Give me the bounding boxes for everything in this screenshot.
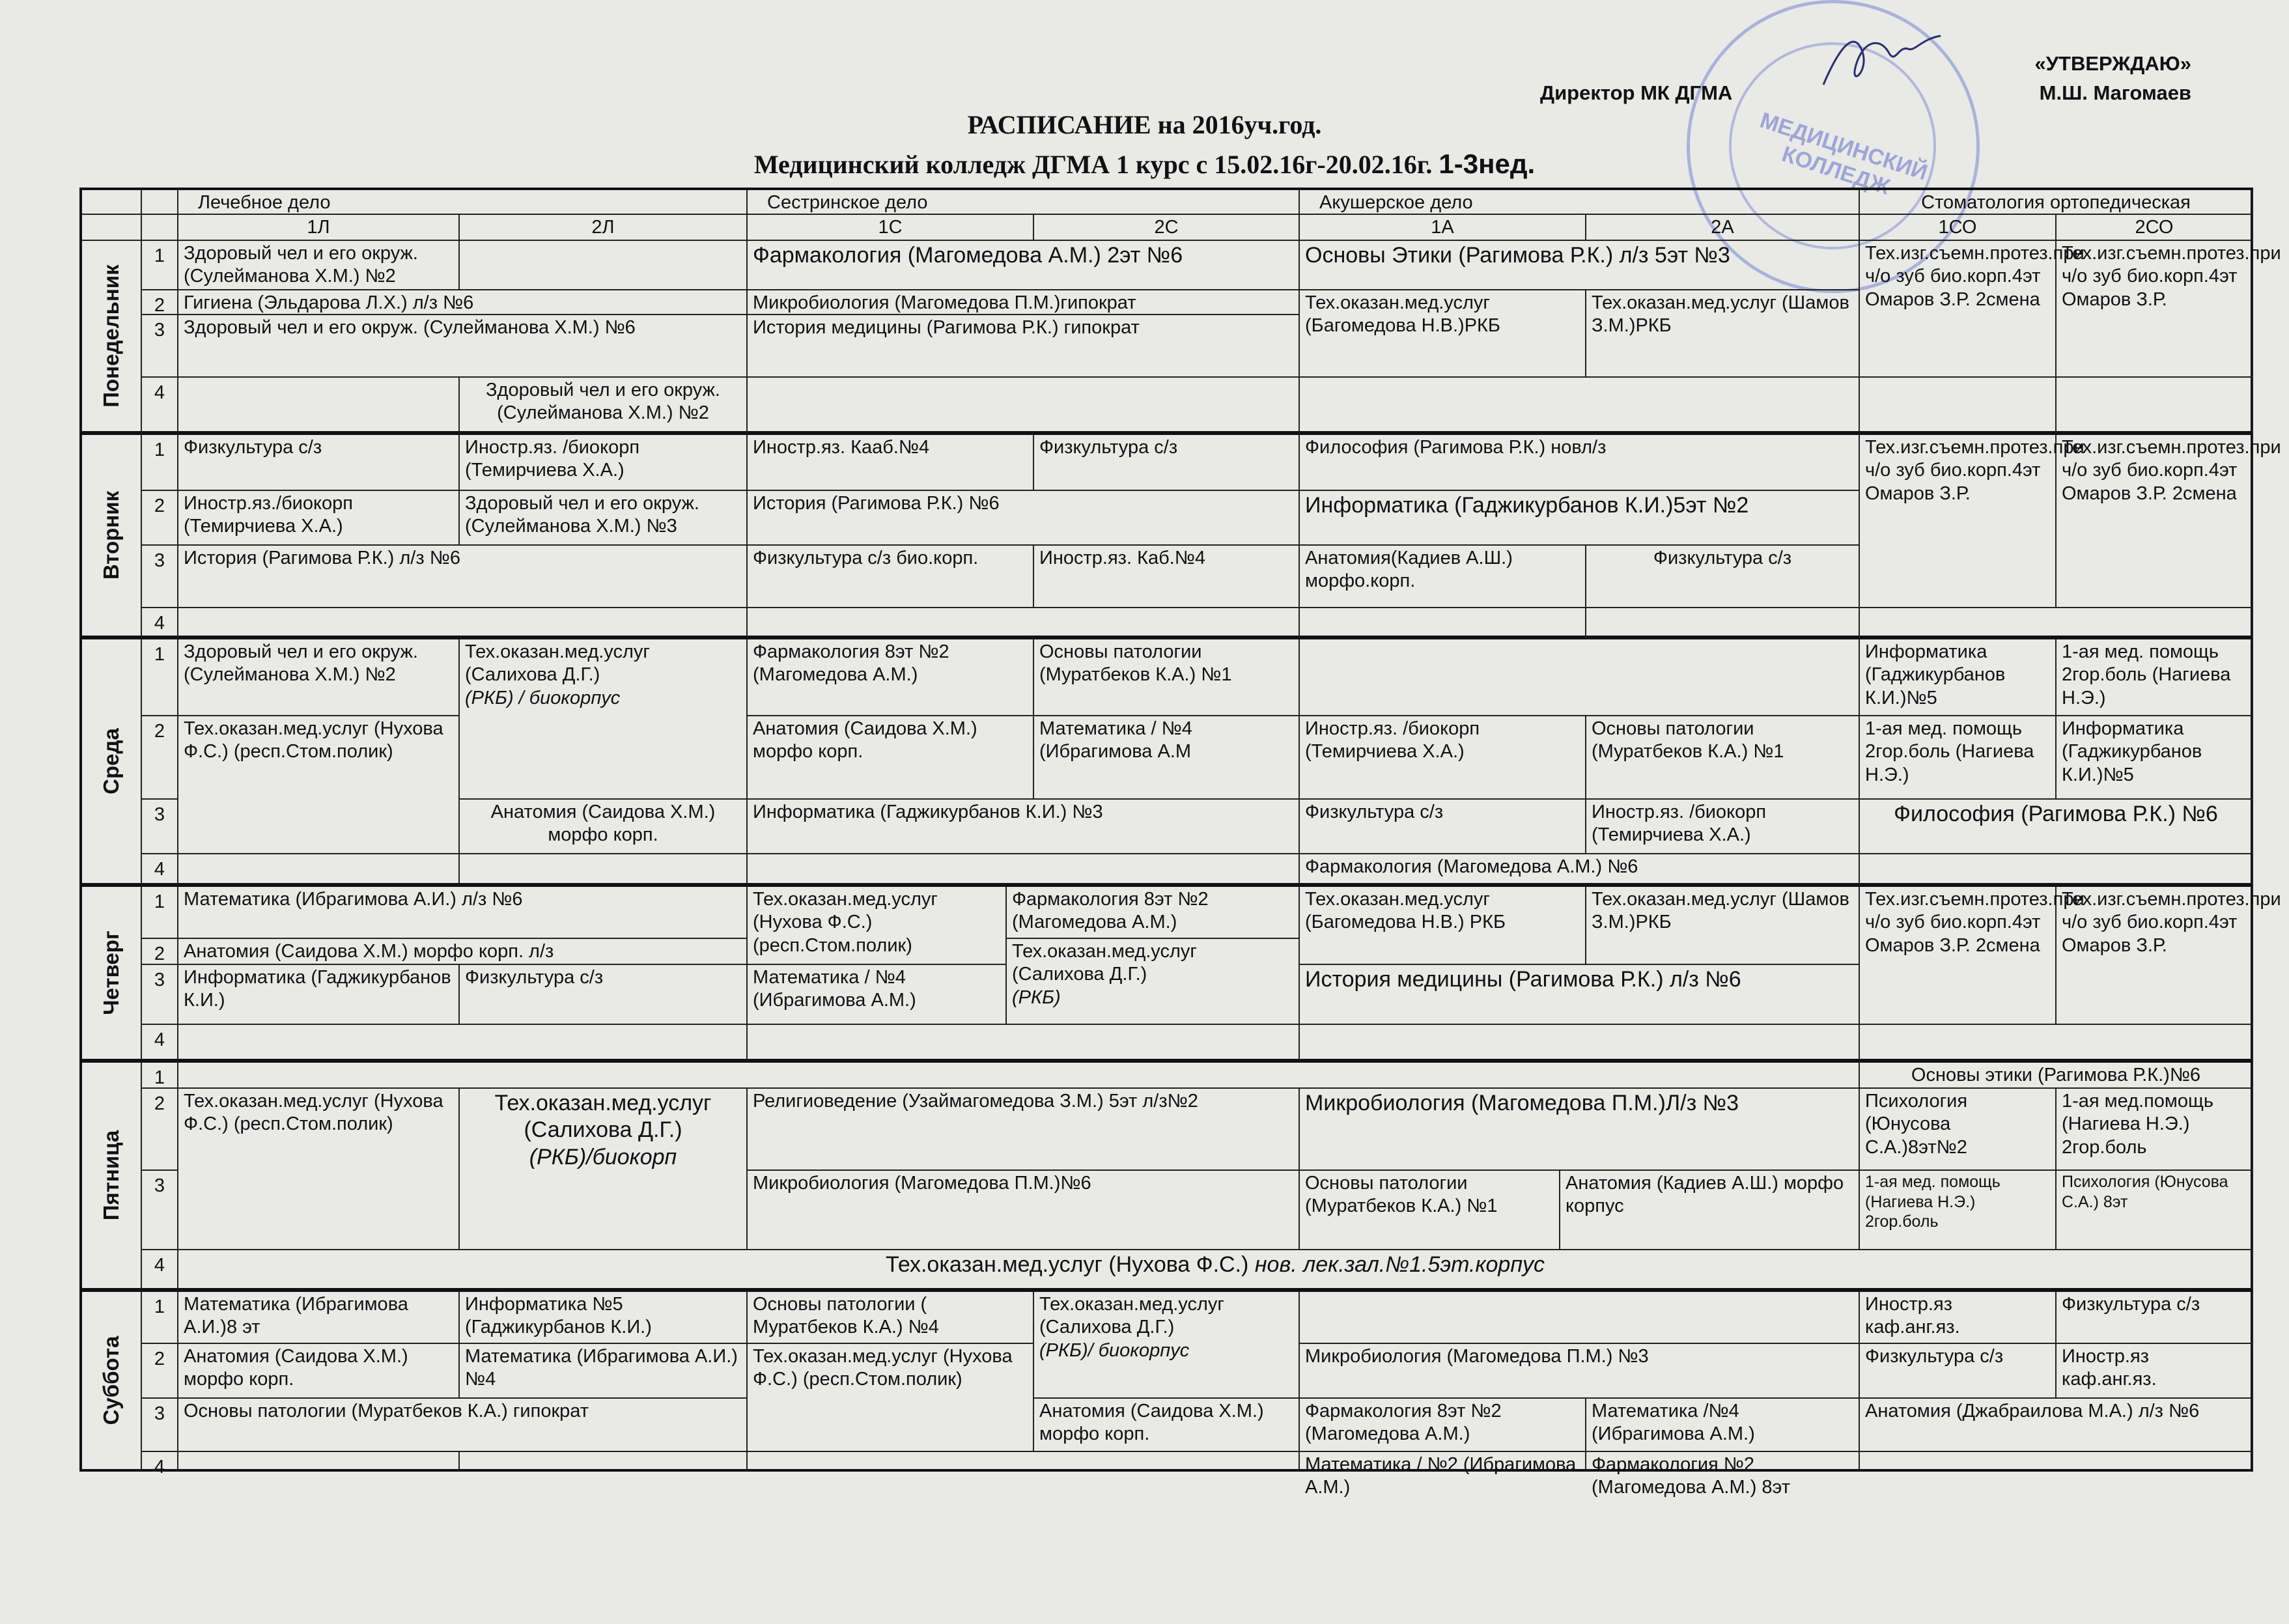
lesson-number: 3 <box>142 315 178 378</box>
header-specialty: Акушерское дело <box>1300 190 1860 215</box>
lesson-cell: Математика / №4 (Ибрагимова А.М.) <box>748 965 1007 1025</box>
lesson-cell: Физкультура с/з био.корп. <box>748 546 1034 608</box>
lesson-cell: Анатомия (Джабраилова М.А.) л/з №6 <box>1860 1399 2253 1452</box>
lesson-cell: Микробиология (Магомедова П.М.)гипократ <box>748 290 1300 315</box>
lesson-cell: Информатика (Гаджикурбанов К.И.) №3 <box>748 800 1300 854</box>
lesson-cell <box>1300 608 1586 639</box>
lesson-cell: Философия (Рагимова Р.К.) новл/з <box>1300 435 1860 491</box>
page-title: РАСПИСАНИЕ на 2016уч.год. <box>967 110 1322 139</box>
lesson-cell: Гигиена (Эльдарова Л.Х.) л/з №6 <box>178 290 748 315</box>
lesson-cell: Здоровый чел и его окруж. (Сулейманова Х.М.) №2 <box>178 241 460 290</box>
header-corner <box>82 215 142 241</box>
lesson-number: 2 <box>142 939 178 965</box>
lesson-cell: 1-ая мед. помощь 2гор.боль (Нагиева Н.Э.) <box>2057 639 2253 716</box>
lesson-cell: Тех.оказан.мед.услуг (Багомедова Н.В.) РКБ <box>1300 887 1586 965</box>
lesson-cell: Здоровый чел и его окруж. (Сулейманова Х.М.) №6 <box>178 315 748 378</box>
lesson-number: 3 <box>142 546 178 608</box>
lesson-cell <box>1300 378 1860 435</box>
day-label-monday: Понедельник <box>82 241 142 435</box>
lesson-cell: Тех.оказан.мед.услуг (Нухова Ф.С.) (респ.Стом.полик) <box>178 716 460 854</box>
lesson-cell: История (Рагимова Р.К.) л/з №6 <box>178 546 748 608</box>
approval-heading: «УТВЕРЖДАЮ» <box>2034 52 2191 75</box>
lesson-cell: Тех.оказан.мед.услуг (Шамов З.М.)РКБ <box>1586 887 1860 965</box>
lesson-cell <box>748 1025 1300 1063</box>
lesson-number: 4 <box>142 1452 178 1469</box>
lesson-number: 1 <box>142 241 178 290</box>
lesson-cell: Основы патологии (Муратбеков К.А.) №1 <box>1586 716 1860 800</box>
lesson-number: 4 <box>142 1025 178 1063</box>
lesson-cell: Фармакология (Магомедова А.М.) №6 <box>1300 854 1860 887</box>
lesson-number: 2 <box>142 716 178 800</box>
header-group: 2С <box>1034 215 1300 241</box>
header-corner-num <box>142 215 178 241</box>
header-group: 1Л <box>178 215 460 241</box>
lesson-cell: Тех.оказан.мед.услуг (Салихова Д.Г.) (РКБ)/биокорп <box>460 1089 748 1250</box>
week-label: 1-3нед. <box>1439 148 1536 179</box>
lesson-cell <box>748 854 1300 887</box>
header-corner-num <box>142 190 178 215</box>
lesson-number: 4 <box>142 608 178 639</box>
lesson-number: 4 <box>142 1250 178 1292</box>
lesson-cell: Тех.оказан.мед.услуг (Нухова Ф.С.) нов. лек.зал.№1.5эт.корпус <box>178 1250 2253 1292</box>
lesson-cell: Физкультура с/з <box>2057 1292 2253 1344</box>
lesson-cell: Основы Этики (Рагимова Р.К.) л/з 5эт №3 <box>1300 241 1860 290</box>
lesson-cell: Тех.изг.съемн.протез.при ч/о зуб био.корп.4эт Омаров З.Р. <box>2057 887 2253 1025</box>
lesson-cell: Иностр.яз./биокорп (Темирчиева Х.А.) <box>178 491 460 546</box>
lesson-number: 1 <box>142 1292 178 1344</box>
lesson-cell: Здоровый чел и его окруж. (Сулейманова Х.М.) №3 <box>460 491 748 546</box>
lesson-cell <box>1860 608 2253 639</box>
header-group: 2А <box>1586 215 1860 241</box>
lesson-cell: Физкультура с/з <box>460 965 748 1025</box>
lesson-cell: Философия (Рагимова Р.К.) №6 <box>1860 800 2253 854</box>
header-group: 1С <box>748 215 1034 241</box>
lesson-cell: Математика /№4 (Ибрагимова А.М.) <box>1586 1399 1860 1452</box>
day-label-thursday: Четверг <box>82 887 142 1063</box>
lesson-cell: Анатомия (Саидова Х.М.) морфо корп. <box>178 1344 460 1399</box>
lesson-number: 1 <box>142 639 178 716</box>
lesson-cell <box>1860 378 2057 435</box>
lesson-number: 1 <box>142 887 178 939</box>
lesson-number: 3 <box>142 965 178 1025</box>
lesson-cell: Тех.оказан.мед.услуг (Шамов З.М.)РКБ <box>1586 290 1860 378</box>
header-group: 2СО <box>2057 215 2253 241</box>
lesson-cell <box>178 854 460 887</box>
lesson-cell: История медицины (Рагимова Р.К.) л/з №6 <box>1300 965 1860 1025</box>
day-label-tuesday: Вторник <box>82 435 142 639</box>
lesson-cell: Микробиология (Магомедова П.М.)№6 <box>748 1171 1300 1250</box>
lesson-cell: Тех.изг.съемн.протез.при ч/о зуб био.корп.4эт Омаров З.Р. <box>2057 241 2253 378</box>
lesson-cell: Информатика (Гаджикурбанов К.И.) <box>178 965 460 1025</box>
lesson-cell: Иностр.яз каф.анг.яз. <box>1860 1292 2057 1344</box>
lesson-cell: Тех.изг.съемн.протез.при ч/о зуб био.корп.4эт Омаров З.Р. <box>1860 435 2057 608</box>
lesson-cell: Фармакология 8эт №2 (Магомедова А.М.) <box>1300 1399 1586 1452</box>
lesson-cell: Информатика (Гаджикурбанов К.И.)№5 <box>1860 639 2057 716</box>
lesson-number: 4 <box>142 854 178 887</box>
lesson-cell: Математика (Ибрагимова А.И.)№4 <box>460 1344 748 1399</box>
institution-stamp: МЕДИЦИНСКИЙ КОЛЛЕДЖ <box>1687 0 1980 293</box>
lesson-cell: Тех.оказан.мед.услуг (Салихова Д.Г.) (РКБ)/ биокорпус <box>1034 1292 1300 1399</box>
lesson-cell: 1-ая мед. помощь (Нагиева Н.Э.) 2гор.боль <box>1860 1171 2057 1250</box>
lesson-cell: Иностр.яз. Кааб.№4 <box>748 435 1034 491</box>
header-specialty: Сестринское дело <box>748 190 1300 215</box>
day-label-friday: Пятница <box>82 1063 142 1292</box>
lesson-cell: Информатика (Гаджикурбанов К.И.)5эт №2 <box>1300 491 1860 546</box>
lesson-cell: Тех.оказан.мед.услуг (Багомедова Н.В.)РКБ <box>1300 290 1586 378</box>
header-group: 1А <box>1300 215 1586 241</box>
lesson-number: 2 <box>142 290 178 315</box>
lesson-cell: Физкультура с/з <box>1860 1344 2057 1399</box>
lesson-cell: 1-ая мед.помощь (Нагиева Н.Э.) 2гор.боль <box>2057 1089 2253 1171</box>
lesson-number: 2 <box>142 1089 178 1171</box>
header-group: 1СО <box>1860 215 2057 241</box>
lesson-cell <box>178 378 460 435</box>
lesson-cell: Тех.оказан.мед.услуг (Салихова Д.Г.) (РКБ) / биокорпус <box>460 639 748 800</box>
lesson-cell: Физкультура с/з <box>1034 435 1300 491</box>
lesson-cell: Тех.оказан.мед.услуг (Нухова Ф.С.) (респ.Стом.полик) <box>748 1344 1034 1452</box>
lesson-cell: Иностр.яз. /биокорп (Темирчиева Х.А.) <box>460 435 748 491</box>
lesson-cell: Иностр.яз каф.анг.яз. <box>2057 1344 2253 1399</box>
lesson-cell: Математика (Ибрагимова А.И.)8 эт <box>178 1292 460 1344</box>
page-subtitle: Медицинский колледж ДГМА 1 курс с 15.02.16г-20.02.16г. 1-3нед. <box>753 148 1536 179</box>
lesson-cell: Здоровый чел и его окруж. (Сулейманова Х.М.) №2 <box>178 639 460 716</box>
lesson-cell: Анатомия (Саидова Х.М.) морфо корп. <box>460 800 748 854</box>
approval-block <box>1540 46 2191 111</box>
lesson-cell: Психология (Юнусова С.А.) 8эт <box>2057 1171 2253 1250</box>
lesson-number: 2 <box>142 491 178 546</box>
lesson-cell: Основы патологии (Муратбеков К.А.) №1 <box>1034 639 1300 716</box>
lesson-cell: Религиоведение (Узаймагомедова З.М.) 5эт л/з№2 <box>748 1089 1300 1171</box>
lesson-cell: Анатомия (Кадиев А.Ш.) морфо корпус <box>1560 1171 1860 1250</box>
header-specialty: Стоматология ортопедическая <box>1860 190 2253 215</box>
lesson-cell <box>178 1452 460 1469</box>
lesson-number: 1 <box>142 435 178 491</box>
lesson-cell: Математика / №2 (Ибрагимова А.М.) <box>1300 1452 1586 1469</box>
lesson-number: 1 <box>142 1063 178 1089</box>
lesson-cell: Анатомия (Саидова Х.М.) морфо корп. <box>1034 1399 1300 1452</box>
lesson-cell: Иностр.яз. Каб.№4 <box>1034 546 1300 608</box>
lesson-cell <box>748 608 1300 639</box>
lesson-cell: Анатомия (Саидова Х.М.) морфо корп. л/з <box>178 939 748 965</box>
lesson-cell <box>1860 1025 2253 1063</box>
lesson-cell: История медицины (Рагимова Р.К.) гипократ <box>748 315 1300 378</box>
lesson-cell: Тех.оказан.мед.услуг (Салихова Д.Г.) (РКБ) <box>1007 939 1300 1025</box>
lesson-cell: Тех.оказан.мед.услуг (Нухова Ф.С.) (респ.Стом.полик) <box>178 1089 460 1250</box>
approval-name: М.Ш. Магомаев <box>2039 81 2191 104</box>
lesson-number: 3 <box>142 1399 178 1452</box>
lesson-number: 4 <box>142 378 178 435</box>
lesson-cell: Анатомия(Кадиев А.Ш.) морфо.корп. <box>1300 546 1586 608</box>
lesson-cell: Тех.изг.съемн.протез.при ч/о зуб био.корп.4эт Омаров З.Р. 2смена <box>2057 435 2253 608</box>
lesson-cell: Иностр.яз. /биокорп (Темирчиева Х.А.) <box>1586 800 1860 854</box>
lesson-cell: 1-ая мед. помощь 2гор.боль (Нагиева Н.Э.) <box>1860 716 2057 800</box>
lesson-number: 2 <box>142 1344 178 1399</box>
lesson-cell: Основы этики (Рагимова Р.К.)№6 <box>1860 1063 2253 1089</box>
lesson-number: 3 <box>142 1171 178 1250</box>
day-label-saturday: Суббота <box>82 1292 142 1469</box>
lesson-cell: Тех.изг.съемн.протез.при ч/о зуб био.корп.4эт Омаров З.Р. 2смена <box>1860 887 2057 1025</box>
lesson-cell: Иностр.яз. /биокорп (Темирчиева Х.А.) <box>1300 716 1586 800</box>
lesson-cell: Фармакология (Магомедова А.М.) 2эт №6 <box>748 241 1300 290</box>
lesson-cell <box>1586 608 1860 639</box>
lesson-cell: Основы патологии (Муратбеков К.А.) №1 <box>1300 1171 1560 1250</box>
lesson-cell: Математика / №4 (Ибрагимова А.М <box>1034 716 1300 800</box>
lesson-cell <box>2057 378 2253 435</box>
lesson-cell <box>1300 1025 1860 1063</box>
lesson-cell: Психология (Юнусова С.А.)8эт№2 <box>1860 1089 2057 1171</box>
lesson-cell <box>460 854 748 887</box>
lesson-cell: Фармакология №2 (Магомедова А.М.) 8эт <box>1586 1452 1860 1469</box>
lesson-cell: Тех.оказан.мед.услуг (Нухова Ф.С.) (респ.Стом.полик) <box>748 887 1007 965</box>
lesson-cell: Фармакология 8эт №2 (Магомедова А.М.) <box>748 639 1034 716</box>
lesson-cell: Математика (Ибрагимова А.И.) л/з №6 <box>178 887 748 939</box>
lesson-number: 3 <box>142 800 178 854</box>
lesson-cell <box>1860 854 2253 887</box>
lesson-cell <box>178 608 748 639</box>
lesson-cell: Информатика (Гаджикурбанов К.И.)№5 <box>2057 716 2253 800</box>
lesson-cell <box>1300 1292 1860 1344</box>
lesson-cell: Здоровый чел и его окруж. (Сулейманова Х.М.) №2 <box>460 378 748 435</box>
lesson-cell: Физкультура с/з <box>1586 546 1860 608</box>
lesson-cell <box>178 1063 1860 1089</box>
lesson-cell <box>748 378 1300 435</box>
lesson-cell: История (Рагимова Р.К.) №6 <box>748 491 1300 546</box>
lesson-cell: Информатика №5 (Гаджикурбанов К.И.) <box>460 1292 748 1344</box>
header-group: 2Л <box>460 215 748 241</box>
schedule-table <box>79 188 2281 1498</box>
header-specialty: Лечебное дело <box>178 190 748 215</box>
lesson-cell <box>460 1452 748 1469</box>
lesson-cell: Тех.изг.съемн.протез.при ч/о зуб био.корп.4эт Омаров З.Р. 2смена <box>1860 241 2057 378</box>
lesson-cell: Микробиология (Магомедова П.М.) №3 <box>1300 1344 1860 1399</box>
lesson-cell: Фармакология 8эт №2 (Магомедова А.М.) <box>1007 887 1300 939</box>
lesson-cell: Основы патологии ( Муратбеков К.А.) №4 <box>748 1292 1034 1344</box>
day-label-wednesday: Среда <box>82 639 142 887</box>
header-corner <box>82 190 142 215</box>
lesson-cell <box>1860 1452 2253 1469</box>
approval-position: Директор МК ДГМА <box>1540 81 1733 104</box>
lesson-cell: Анатомия (Саидова Х.М.) морфо корп. <box>748 716 1034 800</box>
lesson-cell: Физкультура с/з <box>178 435 460 491</box>
lesson-cell <box>1300 639 1860 716</box>
lesson-cell: Микробиология (Магомедова П.М.)Л/з №3 <box>1300 1089 1860 1171</box>
lesson-cell <box>178 1025 748 1063</box>
lesson-cell <box>748 1452 1300 1469</box>
lesson-cell: Физкультура с/з <box>1300 800 1586 854</box>
lesson-cell: Основы патологии (Муратбеков К.А.) гипократ <box>178 1399 748 1452</box>
lesson-cell <box>460 241 748 290</box>
